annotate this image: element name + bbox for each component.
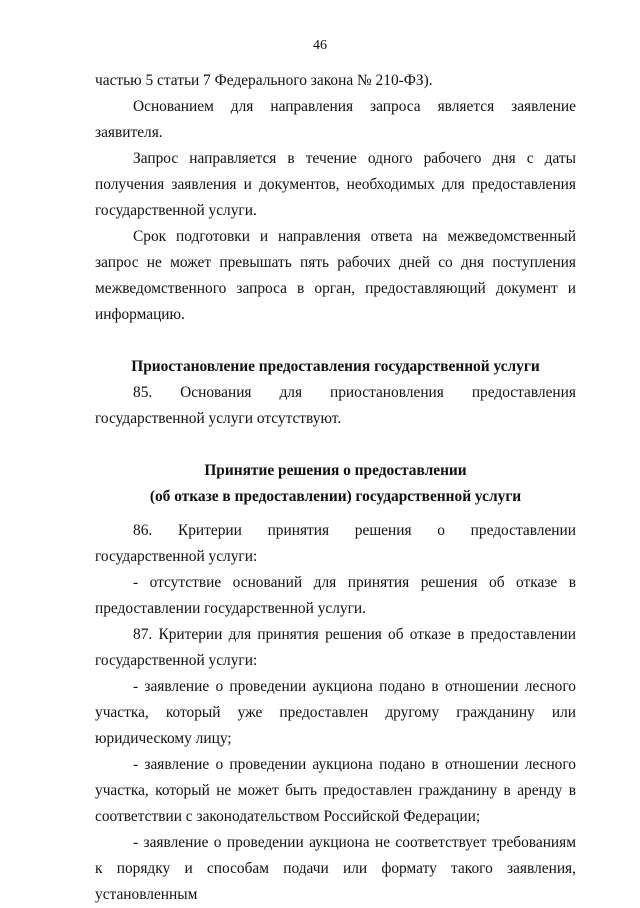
section-heading-decision-line2: (об отказе в предоставлении) государственной услуги <box>149 488 522 505</box>
paragraph: 87. Критерии для принятия решения об отказе в предоставлении государственной услуги: <box>95 626 576 669</box>
list-item: - заявление о проведении аукциона подано в отношении лесного участка, который уже предоставлен другому гражданину или юридическому лицу; <box>95 678 576 747</box>
section-heading-suspension: Приостановление предоставления государственной услуги <box>131 358 540 375</box>
spacer <box>95 432 576 458</box>
spacer <box>95 510 576 518</box>
page-number: 46 <box>313 38 327 53</box>
list-item: - заявление о проведении аукциона не соответствует требованиям к порядку и способам подачи или формату такого заявления, установленным <box>95 834 576 903</box>
list-item: - отсутствие оснований для принятия решения об отказе в предоставлении государственной услуги. <box>95 574 576 617</box>
document-body <box>95 68 576 908</box>
paragraph: Основанием для направления запроса является заявление заявителя. <box>95 98 576 141</box>
paragraph: 85. Основания для приостановления предоставления государственной услуги отсутствуют. <box>95 384 576 427</box>
spacer <box>95 328 576 354</box>
section-heading-decision-line1: Принятие решения о предоставлении <box>204 462 467 479</box>
paragraph: Срок подготовки и направления ответа на межведомственный запрос не может превышать пять рабочих дней со дня поступления межведомственного запроса в орган, предоставляющий документ и информацию. <box>95 228 576 323</box>
paragraph: Запрос направляется в течение одного рабочего дня с даты получения заявления и документов, необходимых для предоставления государственной услуги. <box>95 150 576 219</box>
paragraph: частью 5 статьи 7 Федерального закона № 210-ФЗ). <box>95 72 433 89</box>
list-item: - заявление о проведении аукциона подано в отношении лесного участка, который не может быть предоставлен гражданину в аренду в соответствии с законодательством Российской Федерации; <box>95 756 576 825</box>
paragraph: 86. Критерии принятия решения о предоставлении государственной услуги: <box>95 522 576 565</box>
